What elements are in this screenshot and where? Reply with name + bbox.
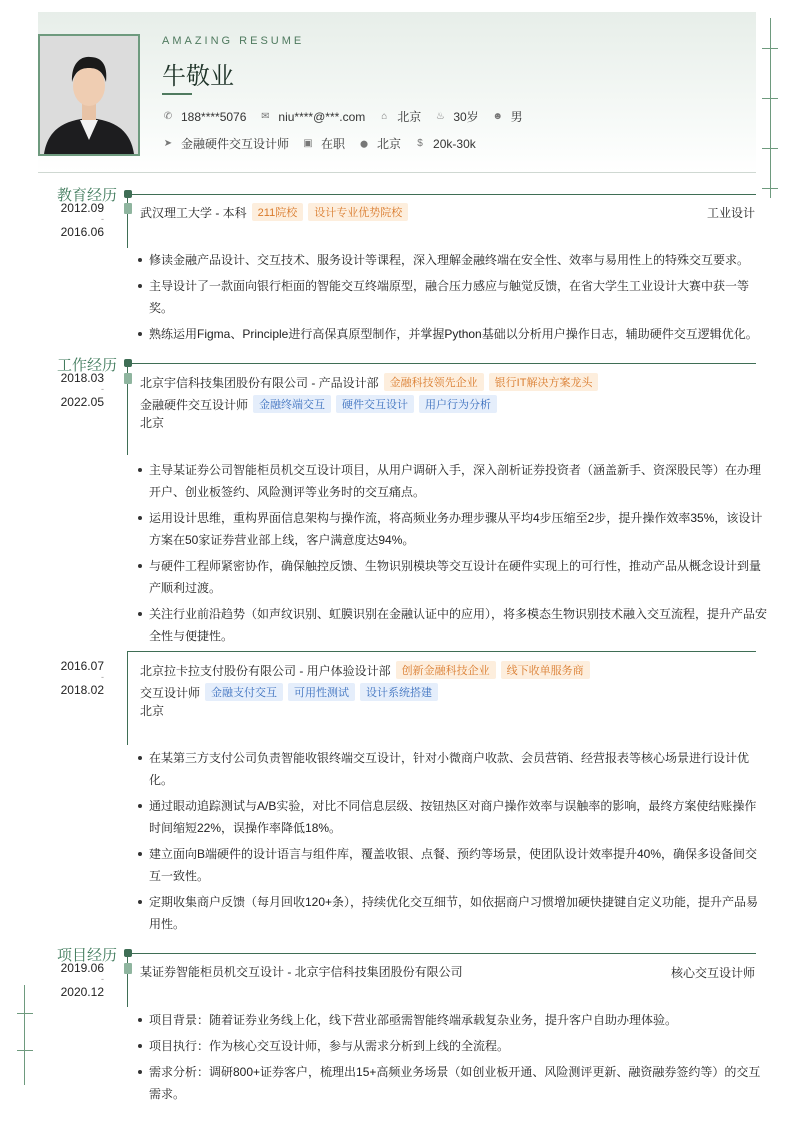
list-item: 熟练运用Figma、Principle进行高保真原型制作，并掌握Python基础以分析用户操作日志，辅助硬件交互逻辑优化。: [138, 323, 767, 345]
age-text: 30岁: [453, 110, 479, 124]
project-date-dash: -: [101, 974, 104, 984]
name-underline: [162, 93, 192, 95]
job1-end-date: 2022.05: [60, 395, 104, 409]
salary-icon: $: [417, 138, 423, 149]
email-text: niu****@***.com: [278, 109, 366, 124]
list-item: 与硬件工程师紧密协作，确保触控反馈、生物识别模块等交互设计在硬件实现上的可行性，推动产品从概念设计到量产顺利过渡。: [138, 555, 767, 599]
list-item: 运用设计思维，重构界面信息架构与操作流，将高频业务办理步骤从平均4步压缩至2步，提升操作效率35%，该设计方案在50家证券营业部上线，客户满意度达94%。: [138, 507, 767, 551]
list-item: 项目执行：作为核心交互设计师，参与从需求分析到上线的全流程。: [138, 1035, 767, 1057]
location-pin-icon: ⬤: [360, 140, 368, 148]
timeline-line: [127, 651, 128, 745]
timeline-marker: [124, 203, 132, 214]
intent-city-text: 北京: [377, 137, 402, 151]
job2-end-date: 2018.02: [60, 683, 104, 697]
job2-company-row: [140, 661, 590, 679]
section-title-work: 工作经历: [57, 357, 118, 374]
header-divider: [38, 172, 756, 173]
resume-tagline: AMAZING RESUME: [162, 35, 305, 47]
edu-start-date: 2012.09: [60, 201, 104, 215]
job1-role: 金融硬件交互设计师: [140, 397, 249, 412]
edu-badge: 211院校: [252, 203, 304, 221]
contact-email[interactable]: [259, 110, 365, 124]
section-dot: [124, 949, 132, 957]
edu-date-dash: -: [101, 214, 104, 224]
job2-role: 交互设计师: [140, 685, 201, 700]
project-name-row: [140, 963, 463, 980]
list-item: 主导设计了一款面向银行柜面的智能交互终端原型，融合压力感应与触觉反馈，在省大学生工业设计大赛中获一等奖。: [138, 275, 767, 319]
edu-end-date: 2016.06: [60, 225, 104, 239]
briefcase-icon: ▣: [303, 138, 313, 149]
send-icon: ➤: [163, 138, 173, 149]
job-card-border: [127, 651, 756, 652]
decor-line: [770, 18, 771, 198]
job2-date-dash: -: [101, 672, 104, 682]
edu-school-row: [140, 203, 408, 221]
phone-icon: ✆: [163, 111, 173, 122]
job1-role-row: [140, 395, 497, 413]
job2-city: 北京: [140, 704, 165, 718]
decor-line: [762, 148, 778, 149]
job1-company: 北京宇信科技集团股份有限公司 - 产品设计部: [140, 375, 379, 390]
company-badge: 创新金融科技企业: [396, 661, 496, 679]
list-item: 关注行业前沿趋势（如声纹识别、虹膜识别在金融认证中的应用），将多模态生物识别技术融入交互流程，提升产品安全性与便捷性。: [138, 603, 767, 647]
intent-row: [162, 135, 489, 152]
gender-icon: ☻: [492, 111, 503, 122]
position-text: 金融硬件交互设计师: [181, 137, 290, 151]
decor-line: [762, 48, 778, 49]
job1-city: 北京: [140, 416, 165, 430]
list-item: 主导某证券公司智能柜员机交互设计项目，从用户调研入手，深入剖析证券投资者（涵盖新手、资深股民等）在办理开户、创业板签约、风险测评等业务时的交互痛点。: [138, 459, 767, 503]
project-name: 某证券智能柜员机交互设计 - 北京宇信科技集团股份有限公司: [140, 965, 463, 979]
skill-badge: 硬件交互设计: [336, 395, 414, 413]
skill-badge: 设计系统搭建: [360, 683, 438, 701]
job2-role-row: [140, 683, 438, 701]
intent-status: [302, 135, 345, 152]
timeline-marker: [124, 373, 132, 384]
section-line: [128, 194, 756, 195]
list-item: 修读金融产品设计、交互技术、服务设计等课程，深入理解金融终端在安全性、效率与易用性上的特殊交互要求。: [138, 249, 767, 271]
timeline-marker: [124, 963, 132, 974]
contact-gender: [492, 108, 523, 125]
section-title-project: 项目经历: [57, 947, 118, 964]
gender-text: 男: [510, 110, 523, 124]
section-line: [128, 953, 756, 954]
job1-start-date: 2018.03: [60, 371, 104, 385]
list-item: 通过眼动追踪测试与A/B实验，对比不同信息层级、按钮热区对商户操作效率与误触率的影响，最终方案使结账操作时间缩短22%，误操作率降低18%。: [138, 795, 767, 839]
salary-text: 20k-30k: [433, 136, 476, 151]
intent-position: [162, 135, 289, 152]
project-role: 核心交互设计师: [670, 966, 755, 980]
skill-badge: 金融支付交互: [205, 683, 283, 701]
phone-text: 188****5076: [181, 109, 247, 124]
job1-company-row: [140, 373, 598, 391]
avatar-portrait: [40, 36, 138, 154]
candidate-name: 牛敬业: [162, 63, 234, 90]
company-badge: 线下收单服务商: [501, 661, 590, 679]
skill-badge: 用户行为分析: [419, 395, 497, 413]
decor-line: [762, 188, 778, 189]
intent-salary: [414, 137, 476, 151]
home-icon: ⌂: [381, 111, 388, 122]
list-item: 建立面向B端硬件的设计语言与组件库，覆盖收银、点餐、预约等场景，使团队设计效率提升40%，确保多设备间交互一致性。: [138, 843, 767, 887]
status-text: 在职: [321, 137, 346, 151]
company-badge: 银行IT解决方案龙头: [489, 373, 599, 391]
job2-start-date: 2016.07: [60, 659, 104, 673]
edu-school: 武汉理工大学 - 本科: [140, 205, 247, 220]
contact-row: [162, 108, 536, 125]
age-icon: ♨: [435, 111, 445, 122]
list-item: 需求分析：调研800+证券客户，梳理出15+高频业务场景（如创业板开通、风险测评更新、融资融券签约等）的交互需求。: [138, 1061, 767, 1105]
intent-city: [358, 135, 401, 152]
edu-badge: 设计专业优势院校: [308, 203, 408, 221]
project-start-date: 2019.06: [60, 961, 104, 975]
section-dot: [124, 359, 132, 367]
section-line: [128, 363, 756, 364]
decor-line: [24, 985, 25, 1085]
skill-badge: 可用性测试: [288, 683, 355, 701]
company-badge: 金融科技领先企业: [384, 373, 484, 391]
decor-line: [17, 1050, 33, 1051]
decor-line: [762, 98, 778, 99]
skill-badge: 金融终端交互: [253, 395, 331, 413]
job1-date-dash: -: [101, 384, 104, 394]
edu-major: 工业设计: [706, 206, 755, 220]
city-text: 北京: [397, 110, 422, 124]
contact-age: [434, 108, 478, 125]
job2-company: 北京拉卡拉支付股份有限公司 - 用户体验设计部: [140, 663, 391, 678]
decor-line: [17, 1013, 33, 1014]
mail-icon: ✉: [261, 111, 270, 122]
avatar: [38, 34, 140, 156]
list-item: 在某第三方支付公司负责智能收银终端交互设计，针对小微商户收款、会员营销、经营报表等核心场景进行设计优化。: [138, 747, 767, 791]
contact-phone[interactable]: [162, 110, 246, 124]
section-title-education: 教育经历: [57, 187, 118, 204]
contact-city: [378, 108, 421, 125]
project-end-date: 2020.12: [60, 985, 104, 999]
list-item: 项目背景：随着证券业务线上化，线下营业部亟需智能终端承载复杂业务，提升客户自助办理体验。: [138, 1009, 767, 1031]
section-dot: [124, 190, 132, 198]
list-item: 定期收集商户反馈（每月回收120+条），持续优化交互细节，如依据商户习惯增加硬快捷键自定义功能，提升产品易用性。: [138, 891, 767, 935]
